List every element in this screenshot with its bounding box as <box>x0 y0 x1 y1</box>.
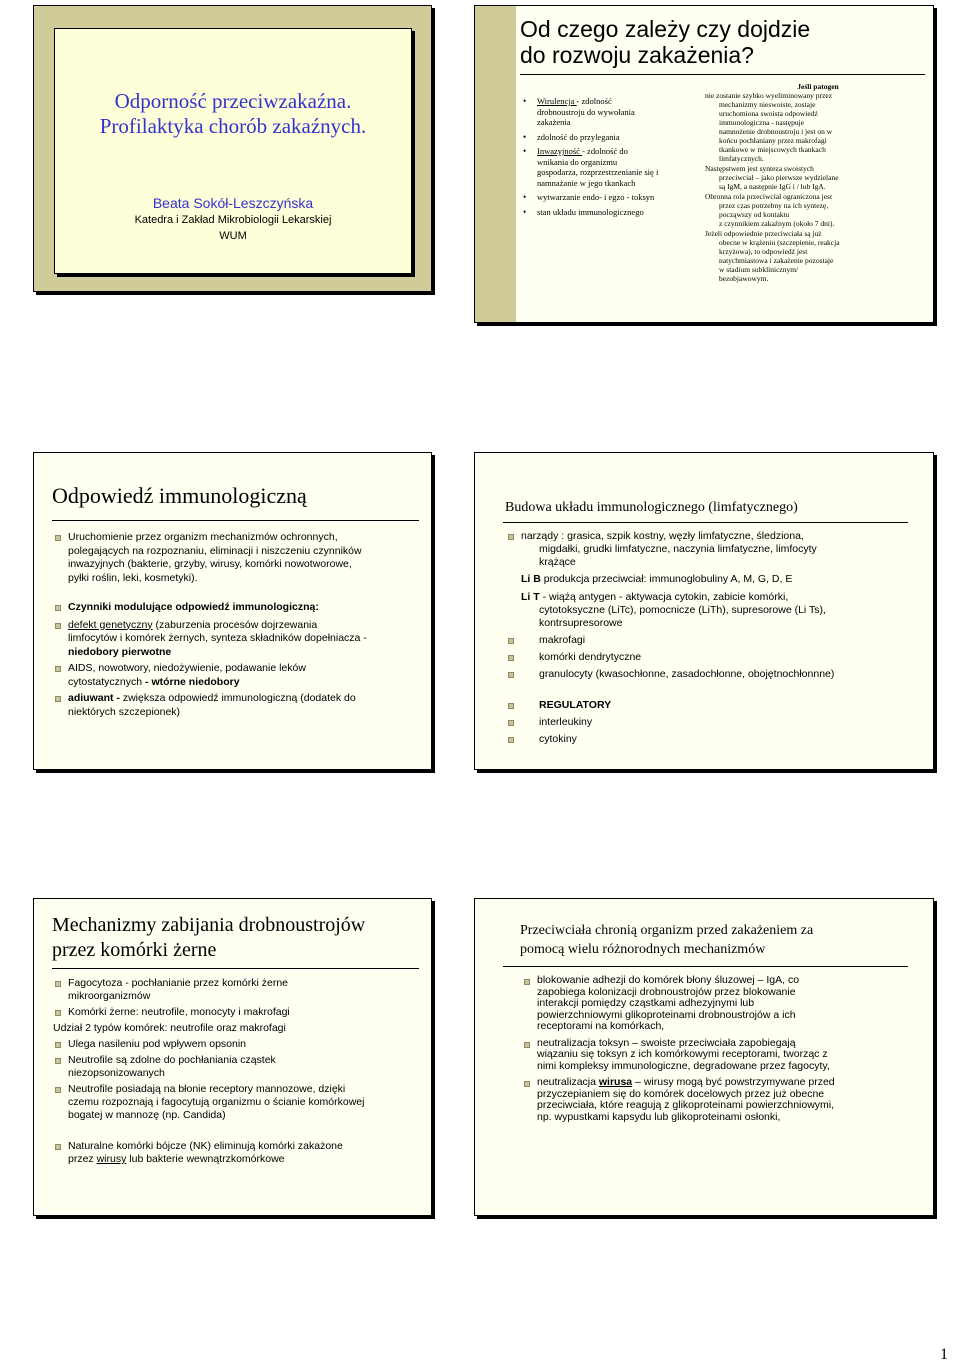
slide-1 <box>33 5 432 292</box>
list-item: REGULATORY <box>521 699 926 712</box>
list-item: komórki dendrytyczne <box>521 651 926 664</box>
slide-2-title-rule <box>520 74 925 75</box>
slide-5-title-rule <box>52 968 419 969</box>
slide-2-right-text <box>705 82 931 283</box>
slide-1-author-block <box>55 194 411 244</box>
list-item: cytokiny <box>521 733 926 746</box>
slide-4-title: Budowa układu immunologicznego (limfatycznego) <box>505 500 798 515</box>
right-paragraph-2: Następstwem jest synteza swoistych przeciwciał – jako pierwsze wydzielane są IgM, a następnie IgG i / lub IgA. <box>705 164 839 191</box>
slide-4 <box>474 452 934 770</box>
slide-4-list <box>521 530 926 746</box>
list-item: Li T - wiążą antygen - aktywacja cytokin, zabicie komórki, cytotoksyczne (LiTc), pomocnicze (LiTh), supresorowe (Li Ts), kontrsupresorowe <box>521 591 826 629</box>
right-paragraph-1: nie zostanie szybko wyeliminowany przez mechanizmy nieswoiste, zostaje uruchomiona swoista odpowiedź immunologiczna - następuje namnożenie drobnoustroju i jest on w końcu pochłaniany przez makrofagi tkankowe w miejscowych tkankach limfatycznych. <box>705 91 833 163</box>
slide-2-title: Od czego zależy czy dojdzie do rozwoju zakażenia? <box>520 16 811 68</box>
list-item: Naturalne komórki bójcze (NK) eliminują komórki zakażone przez wirusy lub bakterie wewnątrzkomórkowe <box>68 1140 428 1166</box>
slide-3-title: Odpowiedź immunologiczną <box>52 483 307 508</box>
list-item: AIDS, nowotwory, niedożywienie, podawanie leków cytostatycznych - wtórne niedobory <box>68 662 428 689</box>
right-heading: Jeśli patogen <box>797 82 839 91</box>
slide-5-list <box>53 977 428 1166</box>
list-item: • Inwazyjność - zdolność do wnikania do organizmu gospodarza, rozprzestrzenianie się i namnażanie w jego tkankach <box>537 146 717 188</box>
slide-6-title-rule <box>503 966 908 967</box>
slide-6 <box>474 898 934 1216</box>
slide-2-left-band <box>475 6 516 322</box>
slide-5-title: Mechanizmy zabijania drobnoustrojów przez komórki żerne <box>52 914 366 961</box>
slide-6-list <box>537 975 929 1123</box>
organization: WUM <box>219 230 247 242</box>
author-name: Beata Sokół-Leszczyńska <box>152 195 314 211</box>
list-item: Komórki żerne: neutrofile, monocyty i makrofagi <box>68 1006 428 1019</box>
slide-1-inner-panel <box>54 28 412 274</box>
slide-2-left-list <box>537 96 717 217</box>
list-item: defekt genetyczny (zaburzenia procesów dojrzewania limfocytów i komórek żernych, synteza składników dopełniacza - niedobory pierwotne <box>68 619 428 660</box>
list-item: Fagocytoza - pochłanianie przez komórki żerne mikroorganizmów <box>68 977 428 1003</box>
right-paragraph-4: Jeżeli odpowiednie przeciwciała są już obecne w krążeniu (szczepienie, reakcja krzyżowa), to odpowiedź jest natychmiastowa i zakażenie pozostaje w stadium subklinicznym/ bezobjawowym. <box>705 229 840 283</box>
slide-2 <box>474 5 934 323</box>
list-item: Udział 2 typów komórek: neutrofile oraz makrofagi <box>53 1022 286 1034</box>
list-item: • wytwarzanie endo- i egzo - toksyn <box>537 192 717 203</box>
list-item: Czynniki modulujące odpowiedź immunologiczną: <box>68 601 428 615</box>
list-item: • zdolność do przylegania <box>537 132 717 143</box>
list-item: • Wirulencja - zdolność drobnoustroju do wywołania zakażenia <box>537 96 717 128</box>
right-paragraph-3: Obronna rola przeciwciał ograniczona jest przez czas potrzebny na ich syntezę, począwszy od kontaktu z czynnikiem zakaźnym (około 7 dni). <box>705 192 835 228</box>
list-item: narządy : grasica, szpik kostny, węzły limfatyczne, śledziona, migdałki, grudki limfatyczne, naczynia limfatyczne, limfocyty krążące <box>521 530 926 569</box>
list-item: adiuwant - zwiększa odpowiedź immunologiczną (dodatek do niektórych szczepionek) <box>68 692 428 719</box>
department: Katedra i Zakład Mikrobiologii Lekarskiej <box>134 214 332 226</box>
list-item: Uruchomienie przez organizm mechanizmów ochronnych, polegających na rozpoznaniu, eliminacji i niszczeniu czynników inwazyjnych (bakterie, grzyby, wirusy, komórki nowotworowe, pyłki roślin, leki, kosmetyki). <box>68 531 428 585</box>
slide-6-title: Przeciwciała chronią organizm przed zakażeniem za pomocą wielu różnorodnych mechanizmów <box>520 923 814 957</box>
list-item: makrofagi <box>521 634 926 647</box>
list-item: granulocyty (kwasochłonne, zasadochłonne, obojętnochłonnne) <box>521 668 926 681</box>
slide-4-title-rule <box>503 522 908 523</box>
list-item: Ulega nasileniu pod wpływem opsonin <box>68 1038 428 1051</box>
slide-5 <box>33 898 432 1216</box>
slide-3-title-rule <box>52 520 419 521</box>
list-item: interleukiny <box>521 716 926 729</box>
slide-3-list <box>68 531 428 719</box>
list-item: Neutrofile posiadają na błonie receptory mannozowe, dzięki czemu rozpoznają i fagocytują organizmu o ścianie komórkowej bogatej w mannozę (np. Candida) <box>68 1083 428 1122</box>
list-item: • stan układu immunologicznego <box>537 207 717 218</box>
list-item: neutralizacja toksyn – swoiste przeciwciała zapobiegają wiązaniu się toksyn z ich komórkowymi receptorami, tworząc z nimi kompleksy immunologiczne, degradowane przez fagocyty, <box>537 1038 929 1073</box>
list-item: Neutrofile są zdolne do pochłaniania cząstek niezopsonizowanych <box>68 1054 428 1080</box>
list-item: neutralizacja wirusa – wirusy mogą być powstrzymywane przed przyczepianiem się do komórek docelowych przez już obecne przeciwciała, które reagują z glikoproteinami powierzchniowymi, np. wypustkami kapsydu lub glikoproteinami osłonki, <box>537 1077 929 1123</box>
page-number: 1 <box>940 1346 948 1363</box>
slide-1-title: Odporność przeciwzakaźna. Profilaktyka chorób zakaźnych. <box>99 89 367 138</box>
slide-3 <box>33 452 432 770</box>
list-item: Li B produkcja przeciwciał: immunoglobuliny A, M, G, D, E <box>521 573 793 585</box>
list-item: blokowanie adhezji do komórek błony śluzowej – IgA, co zapobiega kolonizacji drobnoustrojów przez blokowanie interakcji pomiędzy cząstkami adhezyjnymi lub powierzchniowymi glikoproteinami drobnoustrojów a ich receptorami na komórkach, <box>537 975 929 1033</box>
